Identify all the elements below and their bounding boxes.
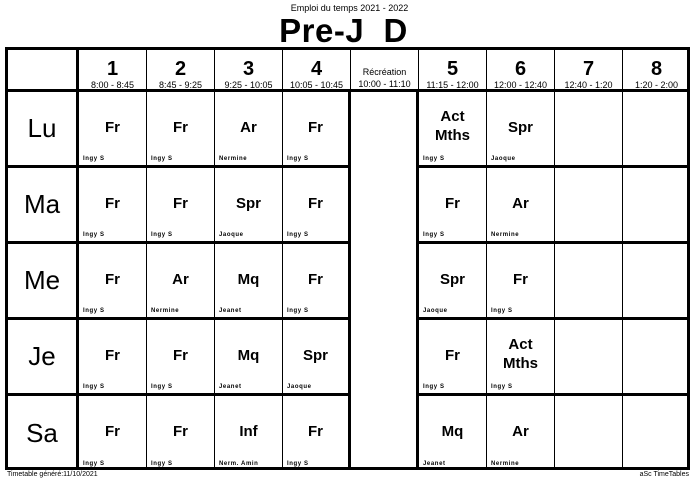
lesson-cell <box>419 244 487 320</box>
teacher-label: Ingy S <box>423 384 445 390</box>
subject-label: Fr <box>445 346 460 364</box>
teacher-label: Nerm. Amin <box>219 461 259 467</box>
period-time: 8:45 - 9:25 <box>158 80 203 90</box>
teacher-label: Ingy S <box>287 461 309 467</box>
lesson-cell <box>215 92 283 168</box>
lesson-cell <box>419 396 487 470</box>
lesson-cell <box>79 244 147 320</box>
recreation-label <box>351 66 418 90</box>
recreation-time: 10:00 - 11:10 <box>358 79 411 89</box>
header-corner <box>8 50 79 92</box>
recreation-slot <box>351 396 419 470</box>
period-header-3 <box>215 50 283 92</box>
period-time: 10:05 - 10:45 <box>289 80 344 90</box>
recreation-slot <box>351 92 419 168</box>
subject-label: Fr <box>173 118 188 136</box>
period-time: 12:00 - 12:40 <box>493 80 548 90</box>
lesson-cell <box>487 92 555 168</box>
teacher-label: Ingy S <box>151 384 173 390</box>
lesson-cell <box>283 396 351 470</box>
subject-label: Act Mths <box>503 335 538 372</box>
subject-label: Spr <box>302 346 328 364</box>
empty-slot <box>555 320 623 396</box>
subject-label: Fr <box>105 422 120 440</box>
teacher-label: Nermine <box>219 156 248 162</box>
lesson-cell <box>419 320 487 396</box>
lesson-cell <box>215 244 283 320</box>
generated-note: Timetable généré:11/10/2021 <box>7 471 98 478</box>
subject-label: Fr <box>308 194 323 212</box>
lesson-cell <box>419 92 487 168</box>
lesson-cell <box>215 320 283 396</box>
empty-slot <box>623 244 690 320</box>
teacher-label: Jeanet <box>219 308 242 314</box>
period-number: 2 <box>174 58 187 80</box>
subject-label: Ar <box>172 270 189 288</box>
lesson-cell <box>79 320 147 396</box>
period-time: 1:20 - 2:00 <box>634 80 679 90</box>
timetable-grid <box>5 47 690 470</box>
lesson-cell <box>283 92 351 168</box>
recreation-slot <box>351 168 419 244</box>
subject-label: Mq <box>441 422 464 440</box>
lesson-cell <box>147 168 215 244</box>
teacher-label: Ingy S <box>491 384 513 390</box>
empty-slot <box>623 320 690 396</box>
period-header-recreation <box>351 50 419 92</box>
teacher-label: Ingy S <box>83 232 105 238</box>
teacher-label: Ingy S <box>491 308 513 314</box>
lesson-cell <box>79 168 147 244</box>
teacher-label: Jaoque <box>287 384 312 390</box>
day-label-ma: Ma <box>8 168 79 244</box>
period-number: 4 <box>310 58 323 80</box>
lesson-cell <box>147 244 215 320</box>
empty-slot <box>623 396 690 470</box>
lesson-cell <box>487 168 555 244</box>
software-credit: aSc TimeTables <box>639 471 689 478</box>
subject-label: Fr <box>173 422 188 440</box>
subject-label: Fr <box>445 194 460 212</box>
subject-label: Mq <box>237 270 260 288</box>
period-header-4 <box>283 50 351 92</box>
empty-slot <box>555 92 623 168</box>
subject-label: Fr <box>173 346 188 364</box>
period-time: 8:00 - 8:45 <box>90 80 135 90</box>
day-label-lu: Lu <box>8 92 79 168</box>
teacher-label: Ingy S <box>423 156 445 162</box>
lesson-cell <box>419 168 487 244</box>
lesson-cell <box>147 320 215 396</box>
subject-label: Fr <box>308 118 323 136</box>
period-header-2 <box>147 50 215 92</box>
lesson-cell <box>147 396 215 470</box>
empty-slot <box>555 244 623 320</box>
teacher-label: Jeanet <box>219 384 242 390</box>
subject-label: Act Mths <box>435 107 470 144</box>
empty-slot <box>555 168 623 244</box>
teacher-label: Jaoque <box>491 156 516 162</box>
teacher-label: Jaoque <box>219 232 244 238</box>
lesson-cell <box>487 320 555 396</box>
timetable-title: Pre-J D <box>279 12 408 49</box>
subject-label: Mq <box>237 346 260 364</box>
recreation-slot <box>351 244 419 320</box>
lesson-cell <box>283 244 351 320</box>
subject-label: Ar <box>512 194 529 212</box>
subject-label: Ar <box>512 422 529 440</box>
teacher-label: Ingy S <box>423 232 445 238</box>
period-number: 6 <box>514 58 527 80</box>
teacher-label: Nermine <box>491 232 520 238</box>
lesson-cell <box>215 168 283 244</box>
period-header-6 <box>487 50 555 92</box>
subject-label: Fr <box>308 422 323 440</box>
lesson-cell <box>283 168 351 244</box>
period-number: 5 <box>446 58 459 80</box>
period-time: 11:15 - 12:00 <box>426 80 479 90</box>
teacher-label: Ingy S <box>287 232 309 238</box>
period-time: 9:25 - 10:05 <box>224 80 273 90</box>
period-time: 12:40 - 1:20 <box>564 80 613 90</box>
subject-label: Fr <box>513 270 528 288</box>
period-number: 1 <box>106 58 119 80</box>
teacher-label: Ingy S <box>151 156 173 162</box>
subject-label: Fr <box>105 194 120 212</box>
period-number: 7 <box>582 58 595 80</box>
teacher-label: Jaoque <box>423 308 448 314</box>
lesson-cell <box>79 396 147 470</box>
empty-slot <box>623 92 690 168</box>
day-label-je: Je <box>8 320 79 396</box>
subject-label: Fr <box>173 194 188 212</box>
subject-label: Inf <box>239 422 258 440</box>
teacher-label: Jeanet <box>423 461 446 467</box>
period-number: 8 <box>650 58 663 80</box>
lesson-cell <box>283 320 351 396</box>
timetable-subtitle: Emploi du temps 2021 - 2022 <box>290 3 409 13</box>
day-label-sa: Sa <box>8 396 79 470</box>
subject-label: Spr <box>439 270 465 288</box>
empty-slot <box>623 168 690 244</box>
lesson-cell <box>487 244 555 320</box>
teacher-label: Ingy S <box>83 384 105 390</box>
period-header-1 <box>79 50 147 92</box>
subject-label: Spr <box>507 118 533 136</box>
recreation-title: Récréation <box>362 67 407 77</box>
teacher-label: Ingy S <box>83 156 105 162</box>
teacher-label: Nermine <box>491 461 520 467</box>
lesson-cell <box>79 92 147 168</box>
period-number: 3 <box>242 58 255 80</box>
subject-label: Spr <box>235 194 261 212</box>
empty-slot <box>555 396 623 470</box>
teacher-label: Ingy S <box>151 232 173 238</box>
subject-label: Fr <box>105 346 120 364</box>
period-header-8 <box>623 50 690 92</box>
teacher-label: Ingy S <box>287 156 309 162</box>
period-header-5 <box>419 50 487 92</box>
lesson-cell <box>147 92 215 168</box>
period-header-7 <box>555 50 623 92</box>
subject-label: Fr <box>105 270 120 288</box>
subject-label: Ar <box>240 118 257 136</box>
subject-label: Fr <box>105 118 120 136</box>
subject-label: Fr <box>308 270 323 288</box>
lesson-cell <box>487 396 555 470</box>
teacher-label: Ingy S <box>287 308 309 314</box>
teacher-label: Ingy S <box>151 461 173 467</box>
recreation-slot <box>351 320 419 396</box>
teacher-label: Ingy S <box>83 308 105 314</box>
lesson-cell <box>215 396 283 470</box>
teacher-label: Ingy S <box>83 461 105 467</box>
day-label-me: Me <box>8 244 79 320</box>
teacher-label: Nermine <box>151 308 180 314</box>
